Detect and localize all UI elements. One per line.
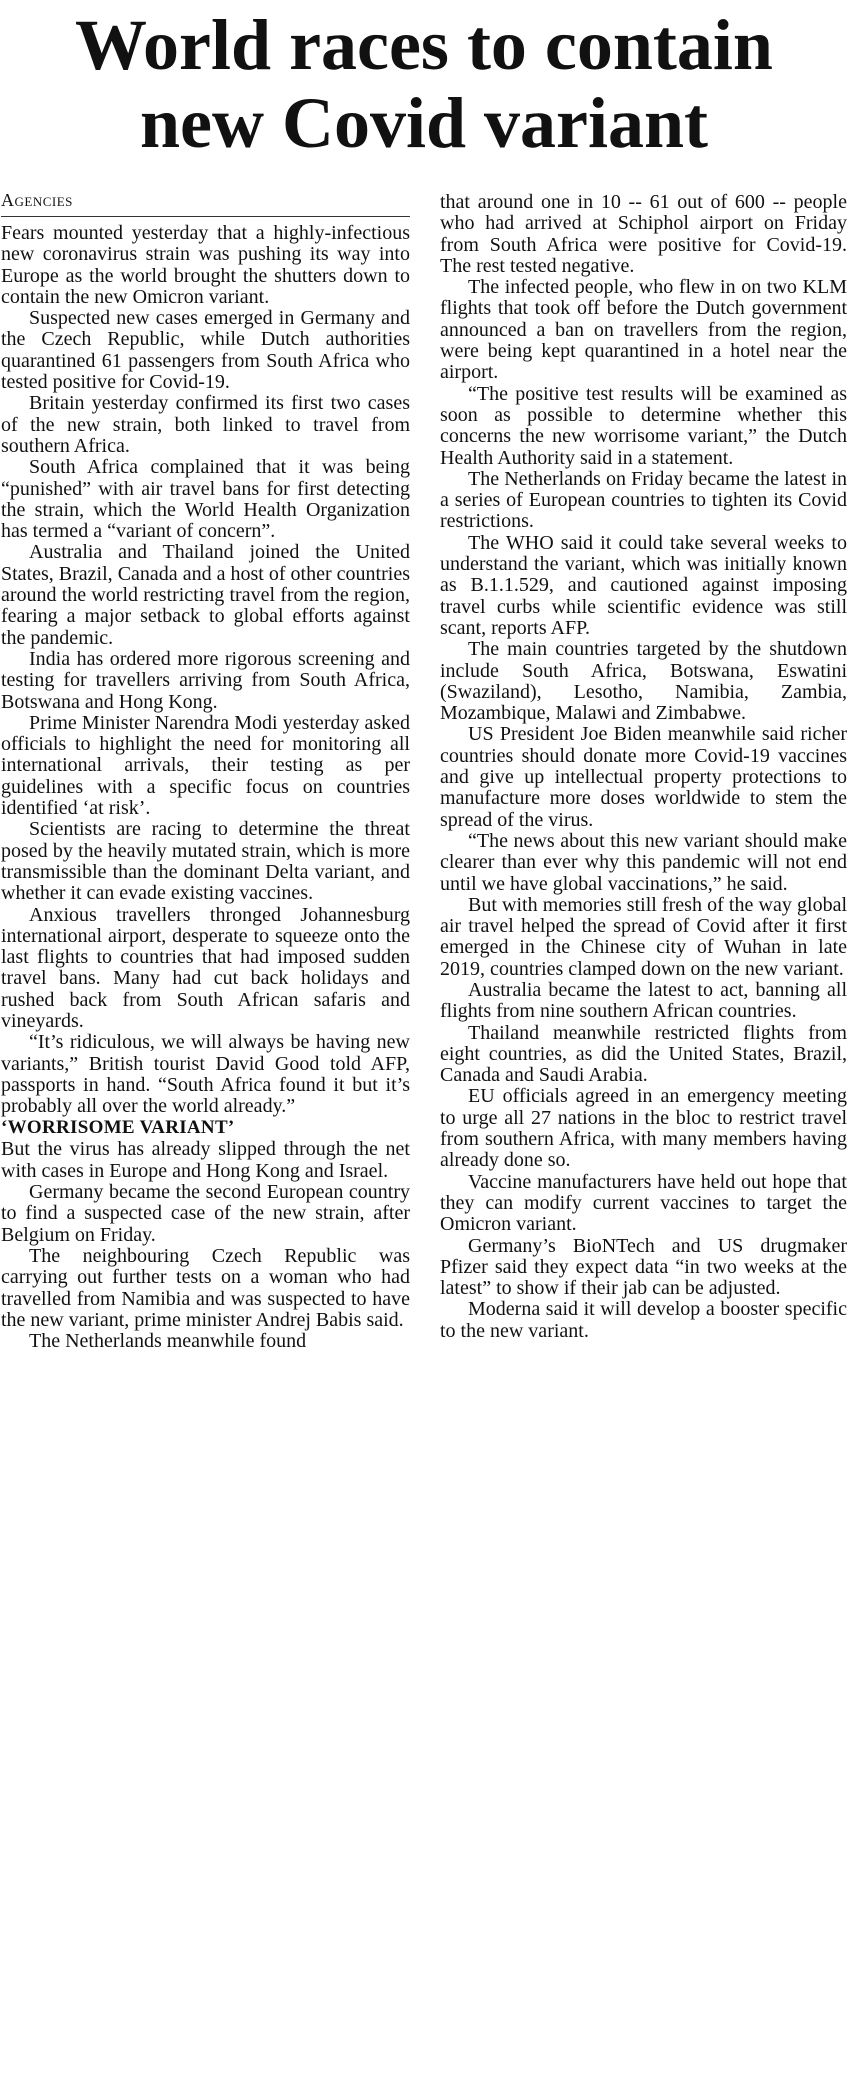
paragraph: Fears mounted yesterday that a highly-infectious new coronavirus strain was pushing its way into Europe as the world brought the shutters down to contain the new Omicron variant. — [1, 222, 410, 308]
paragraph: Germany’s BioNTech and US drugmaker Pfizer said they expect data “in two weeks at the latest” to show if their jab can be adjusted. — [440, 1234, 847, 1300]
headline — [0, 6, 848, 162]
paragraph: Britain yesterday confirmed its first two cases of the new strain, both linked to travel from southern Africa. — [1, 392, 410, 457]
paragraph: “It’s ridiculous, we will always be having new variants,” British tourist David Good told AFP, passports in hand. “South Africa found it but it’s probably all over the world already.” — [1, 1031, 410, 1118]
paragraph: The Netherlands meanwhile found — [29, 1330, 307, 1353]
paragraph: The WHO said it could take several weeks to understand the variant, which was initially known as B.1.1.529, and cautioned against imposing travel curbs while scientific evidence was still scant, reports AFP. — [440, 531, 847, 639]
paragraph: Australia and Thailand joined the United States, Brazil, Canada and a host of other countries around the world restricting travel from the region, fearing a major setback to global efforts against the pandemic. — [1, 541, 410, 649]
paragraph: Suspected new cases emerged in Germany and the Czech Republic, while Dutch authorities quarantined 61 passengers from South Africa who tested positive for Covid-19. — [1, 307, 410, 394]
paragraph: “The news about this new variant should make clearer than ever why this pandemic will not end until we have global vaccinations,” he said. — [440, 829, 847, 895]
paragraph: Anxious travellers thronged Johannesburg international airport, desperate to squeeze onto the last flights to countries that had imposed sudden travel bans. Many had cut back holidays and rushed back from South African safaris and vineyards. — [1, 903, 410, 1032]
paragraph: US President Joe Biden meanwhile said richer countries should donate more Covid-19 vaccines and give up intellectual property protections to manufacture more doses worldwide to stem the spread of the virus. — [440, 723, 847, 831]
paragraph: “The positive test results will be examined as soon as possible to determine whether this concerns the new worrisome variant,” the Dutch Health Authority said in a statement. — [440, 382, 847, 469]
paragraph: But with memories still fresh of the way global air travel helped the spread of Covid after it first emerged in the Chinese city of Wuhan in late 2019, countries clamped down on the new variant. — [440, 893, 847, 980]
paragraph: The Netherlands on Friday became the latest in a series of European countries to tighten its Covid restrictions. — [440, 467, 847, 533]
headline-line-2: new Covid variant — [139, 83, 709, 163]
paragraph: South Africa complained that it was being “punished” with air travel bans for first detecting the strain, which the World Health Organization has termed a “variant of concern”. — [1, 456, 410, 543]
paragraph: Moderna said it will develop a booster specific to the new variant. — [440, 1298, 847, 1342]
paragraph: Thailand meanwhile restricted flights from eight countries, as did the United States, Brazil, Canada and Saudi Arabia. — [440, 1021, 847, 1087]
paragraph: But the virus has already slipped through the net with cases in Europe and Hong Kong and Israel. — [1, 1138, 410, 1182]
paragraph: Prime Minister Narendra Modi yesterday asked officials to highlight the need for monitoring all international arrivals, their testing as per guidelines with a specific focus on countries identified ‘at risk’. — [1, 711, 410, 820]
paragraph: Australia became the latest to act, banning all flights from nine southern African countries. — [440, 978, 847, 1023]
right-column — [440, 192, 847, 1342]
paragraph: Vaccine manufacturers have held out hope that they can modify current vaccines to target the Omicron variant. — [440, 1170, 847, 1236]
paragraph-continuation: that around one in 10 -- 61 out of 600 -- people who had arrived at Schiphol airport on Friday from South Africa were positive for Covid-19. The rest tested negative. — [440, 191, 847, 277]
byline: Agencies — [1, 190, 410, 217]
paragraph: EU officials agreed in an emergency meeting to urge all 27 nations in the bloc to restrict travel from southern Africa, with many members having already done so. — [440, 1085, 847, 1172]
paragraph: India has ordered more rigorous screening and testing for travellers arriving from South Africa, Botswana and Hong Kong. — [1, 647, 410, 713]
paragraph: The infected people, who flew in on two KLM flights that took off before the Dutch government announced a ban on travellers from the region, were being kept quarantined in a hotel near the airport. — [440, 276, 847, 384]
paragraph: Germany became the second European country to find a suspected case of the new strain, after Belgium on Friday. — [1, 1181, 410, 1246]
paragraph: Scientists are racing to determine the threat posed by the heavily mutated strain, which is more transmissible than the dominant Delta variant, and whether it can evade existing vaccines. — [1, 818, 410, 905]
left-column — [1, 190, 410, 1352]
paragraph: The neighbouring Czech Republic was carrying out further tests on a woman who had travelled from Namibia and was suspected to have the new variant, prime minister Andrej Babis said. — [1, 1244, 410, 1331]
headline-line-1: World races to contain — [75, 5, 773, 85]
paragraph: The main countries targeted by the shutdown include South Africa, Botswana, Eswatini (Swaziland), Lesotho, Namibia, Zambia, Mozambique, Malawi and Zimbabwe. — [440, 638, 847, 725]
subheading: ‘WORRISOME VARIANT’ — [1, 1117, 235, 1139]
